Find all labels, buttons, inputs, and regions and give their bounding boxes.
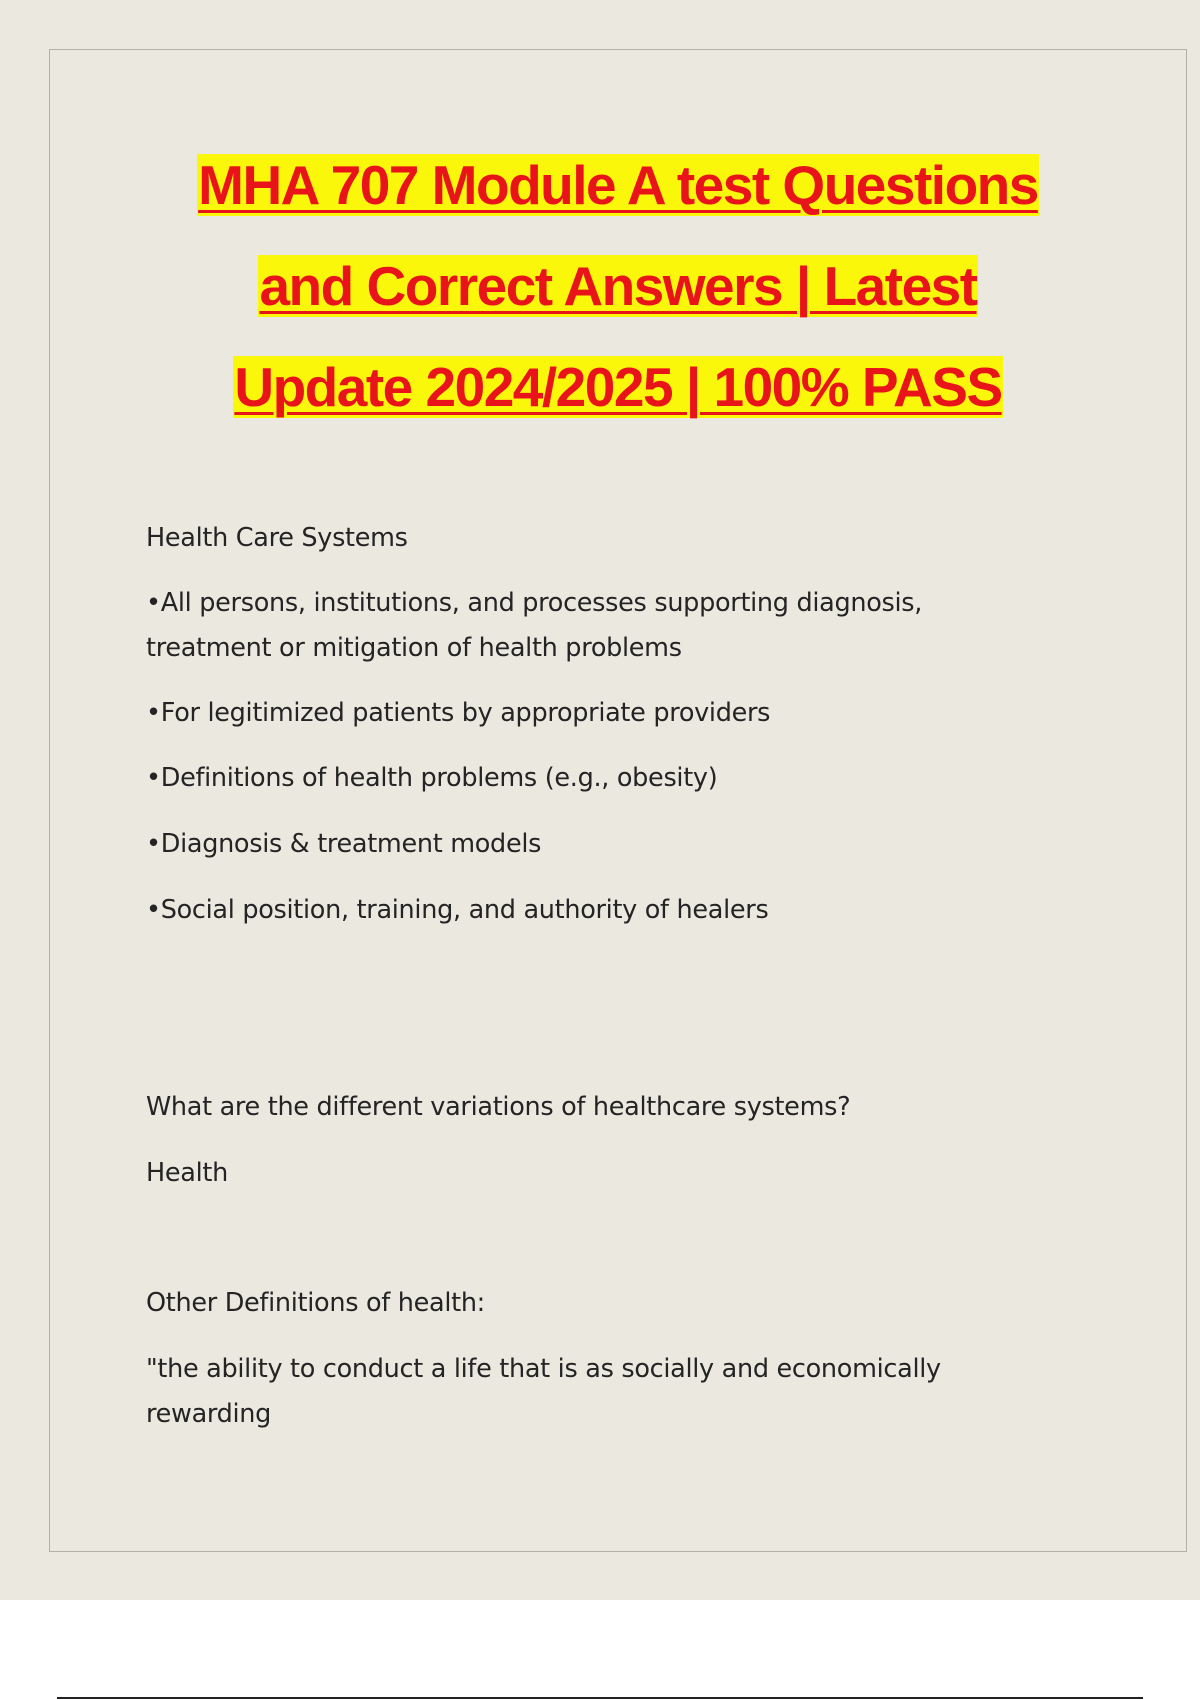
footer-divider [57,1697,1143,1699]
bullet-item: •For legitimized patients by appropriate providers [146,698,771,728]
section-heading: Health Care Systems [146,523,408,553]
title-line-2: and Correct Answers | Latest [259,255,977,317]
bullet-item: •All persons, institutions, and processes supporting diagnosis, [146,588,923,618]
bullet-item: •Definitions of health problems (e.g., obesity) [146,763,718,793]
question-text: What are the different variations of healthcare systems? [146,1092,851,1122]
other-definitions-heading: Other Definitions of health: [146,1288,485,1318]
bullet-item-continuation: treatment or mitigation of health problems [146,633,682,663]
title-line-3: Update 2024/2025 | 100% PASS [234,356,1002,418]
title-line-1: MHA 707 Module A test Questions [198,154,1038,216]
bullet-item: •Social position, training, and authority of healers [146,895,769,925]
answer-text: Health [146,1158,228,1188]
quote-text: "the ability to conduct a life that is as socially and economically [146,1354,941,1384]
quote-text-continuation: rewarding [146,1399,272,1429]
bullet-item: •Diagnosis & treatment models [146,829,542,859]
document-title [49,135,1187,438]
